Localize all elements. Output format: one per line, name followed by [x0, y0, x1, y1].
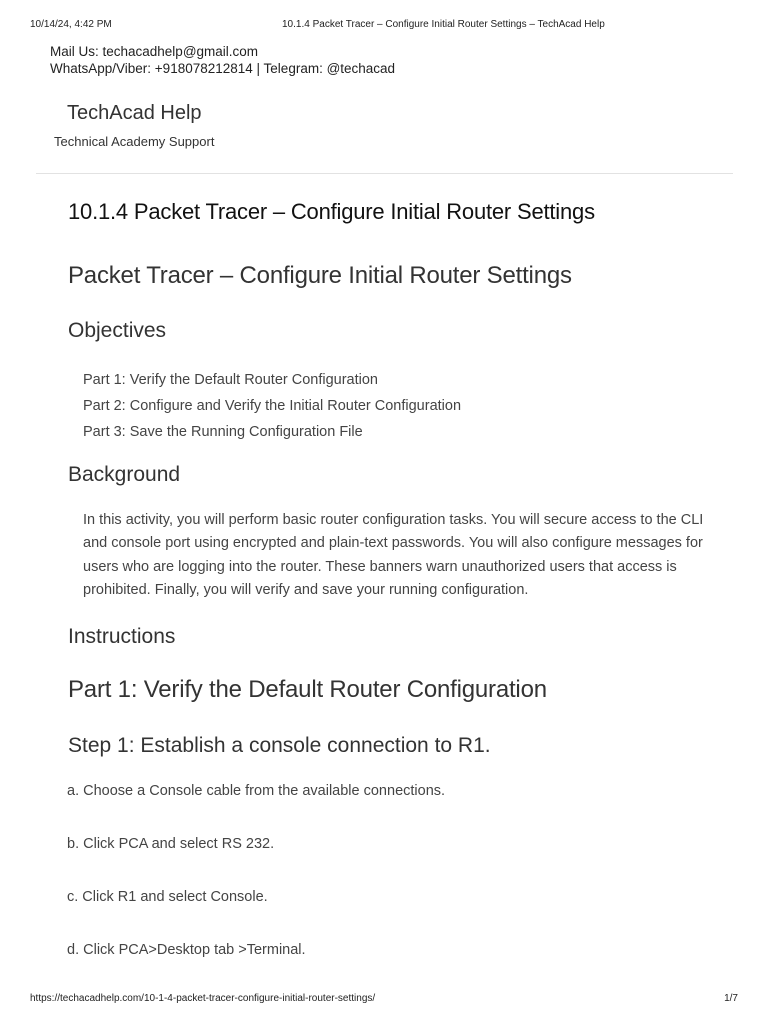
step-item: a. Choose a Console cable from the available connections.: [67, 783, 446, 799]
objective-item: Part 2: Configure and Verify the Initial Router Configuration: [83, 398, 462, 414]
step-item: b. Click PCA and select RS 232.: [67, 836, 275, 852]
part1-heading: Part 1: Verify the Default Router Configuration: [68, 676, 547, 703]
instructions-heading: Instructions: [68, 625, 176, 648]
article-subtitle: Packet Tracer – Configure Initial Router Settings: [68, 262, 572, 289]
contact-info: [50, 43, 395, 77]
print-document-title: 10.1.4 Packet Tracer – Configure Initial Router Settings – TechAcad Help: [282, 19, 605, 30]
background-paragraph: In this activity, you will perform basic router configuration tasks. You will secure access to the CLI and console port using encrypted and plain-text passwords. You will also configure messages for users who are logging into the router. These banners warn unauthorized users that access is prohibited. Finally, you will verify and save your running configuration.: [83, 512, 704, 598]
print-datetime: 10/14/24, 4:42 PM: [30, 19, 112, 30]
objectives-list: [83, 367, 461, 445]
page-number: 1/7: [724, 993, 738, 1004]
step-item: d. Click PCA>Desktop tab >Terminal.: [67, 942, 306, 958]
objective-item: Part 1: Verify the Default Router Configuration: [83, 372, 378, 388]
contact-mail: Mail Us: techacadhelp@gmail.com: [50, 44, 259, 59]
step-item: c. Click R1 and select Console.: [67, 889, 268, 905]
print-header: [30, 19, 738, 33]
step1-heading: Step 1: Establish a console connection to R1.: [68, 734, 491, 757]
header-divider: [36, 173, 733, 174]
objective-item: Part 3: Save the Running Configuration File: [83, 424, 363, 440]
site-title[interactable]: TechAcad Help: [67, 102, 202, 124]
site-tagline: Technical Academy Support: [54, 134, 215, 149]
page-title: 10.1.4 Packet Tracer – Configure Initial Router Settings: [68, 199, 595, 224]
print-footer: [30, 993, 738, 1007]
contact-phone: WhatsApp/Viber: +918078212814 | Telegram: @techacad: [50, 61, 396, 76]
objectives-heading: Objectives: [68, 319, 167, 342]
print-footer-url: https://techacadhelp.com/10-1-4-packet-tracer-configure-initial-router-settings/: [30, 993, 376, 1004]
background-heading: Background: [68, 463, 181, 486]
